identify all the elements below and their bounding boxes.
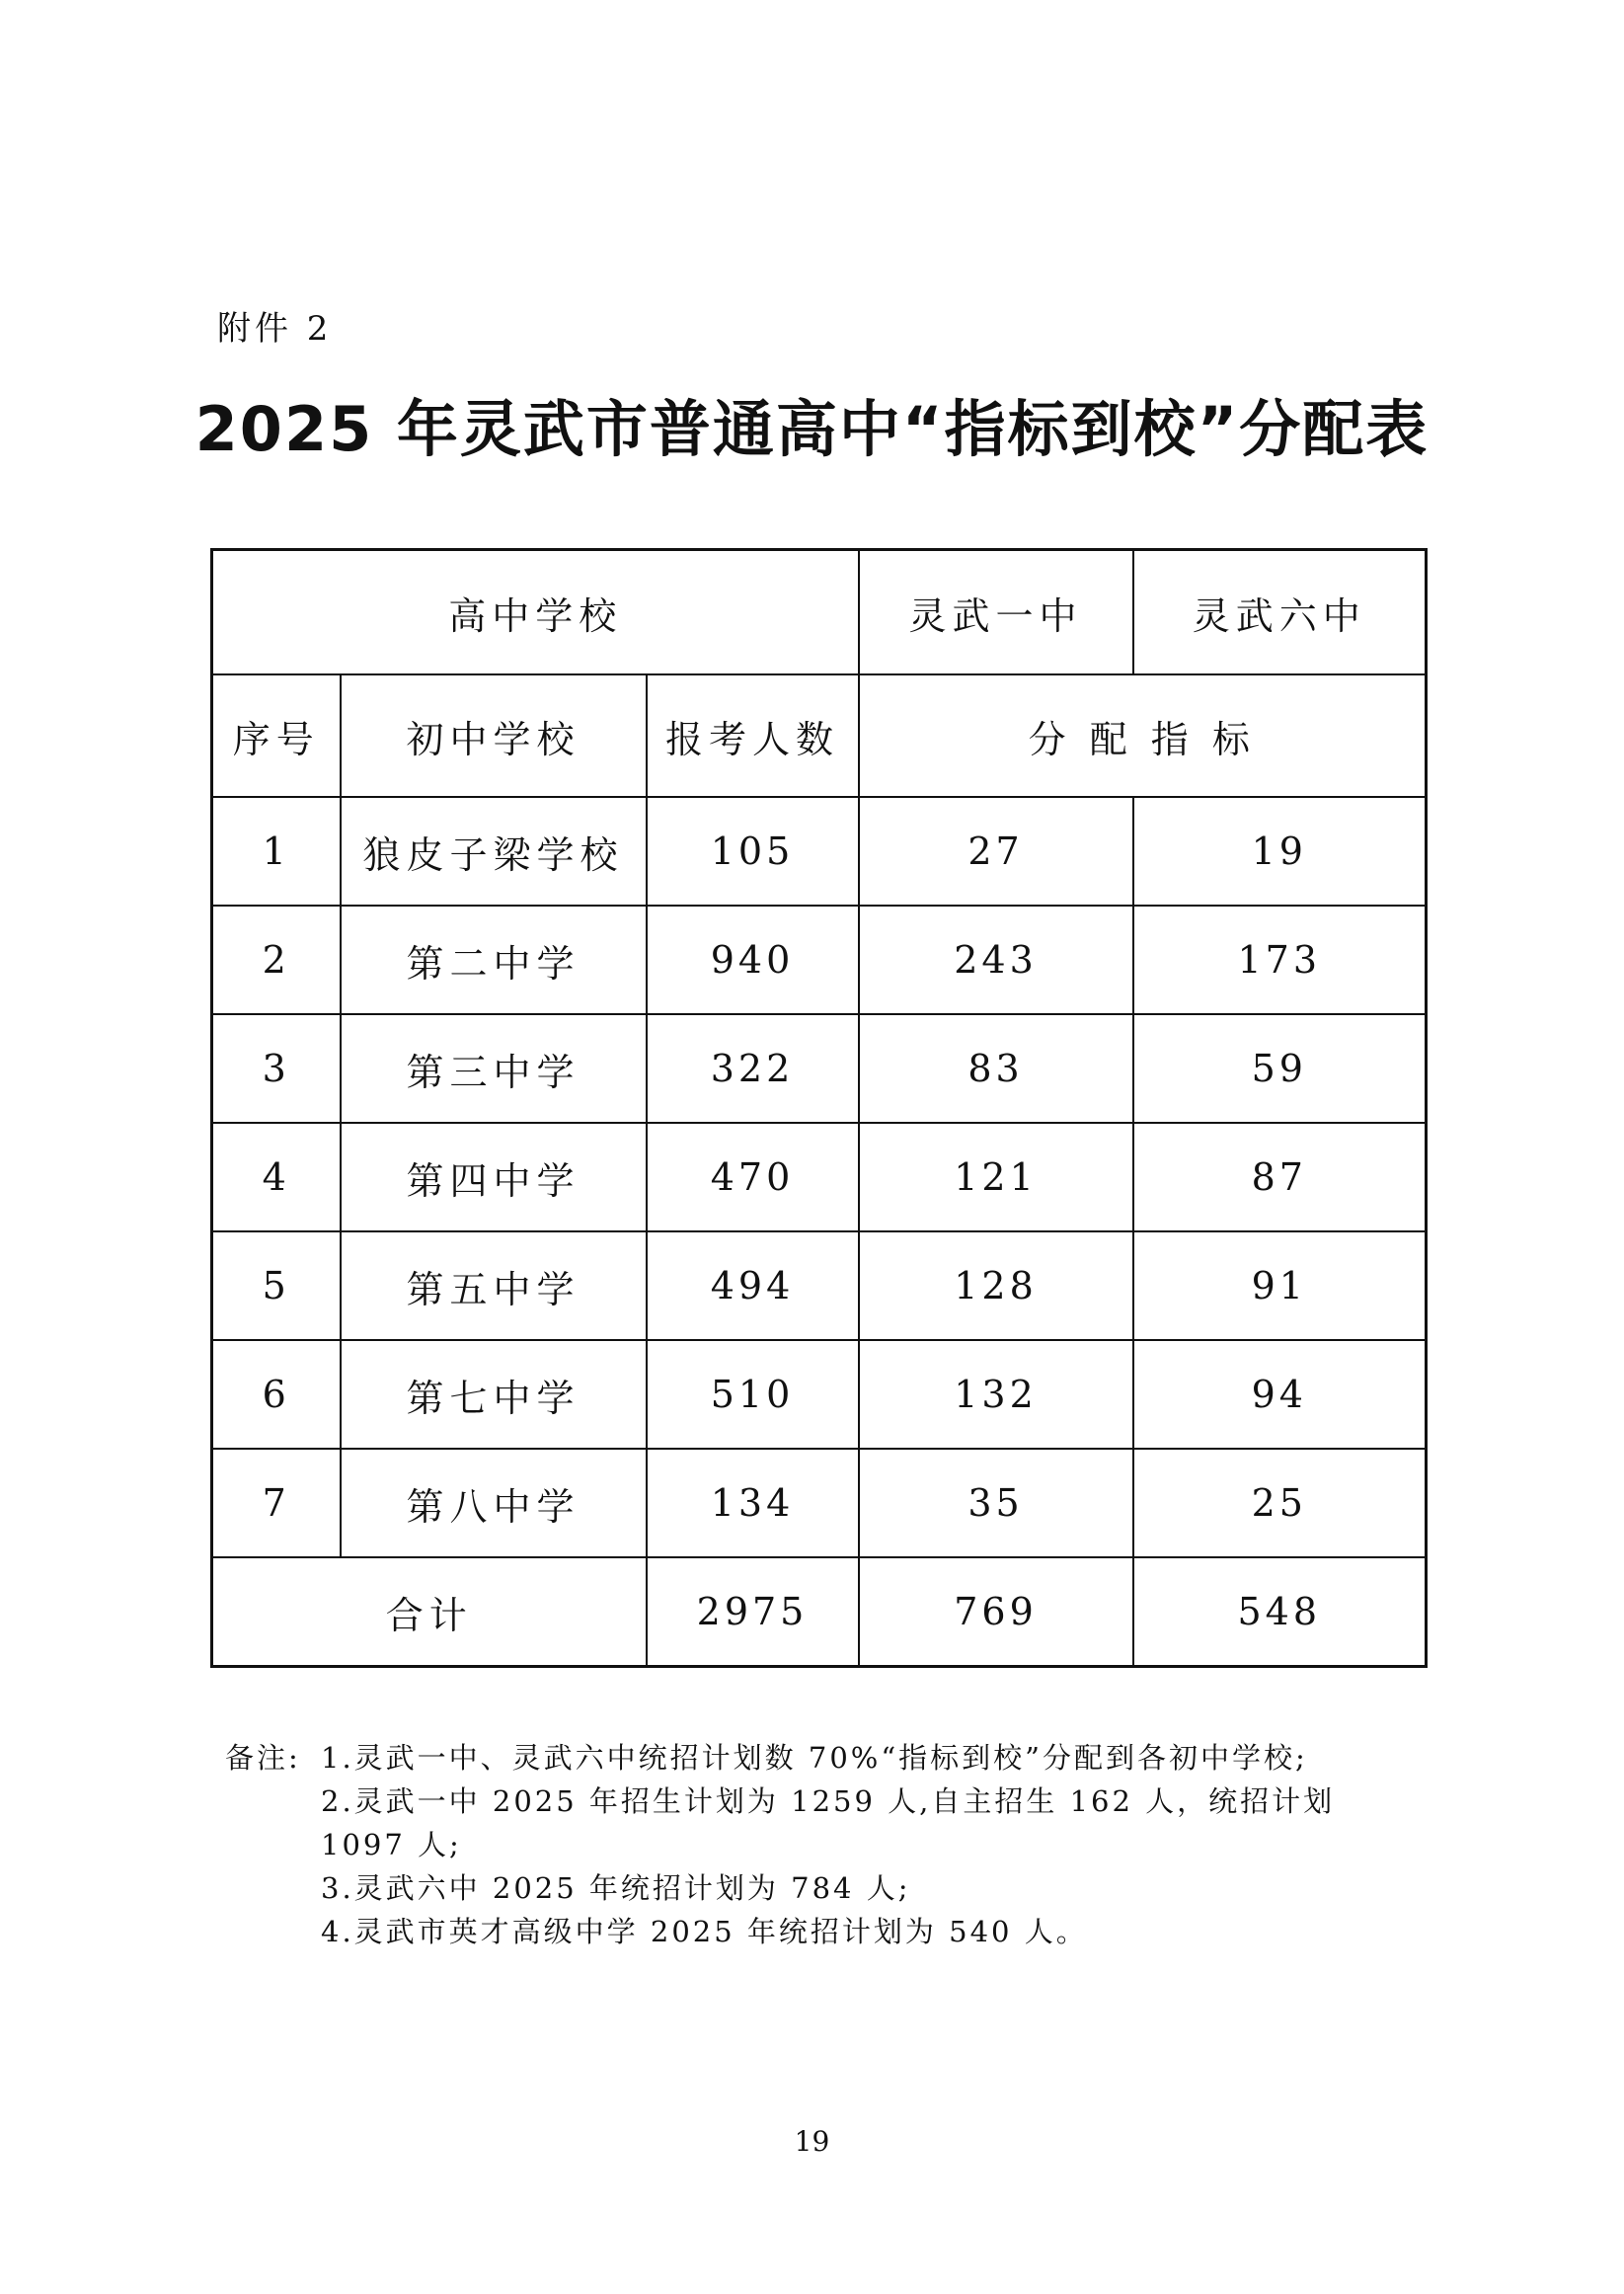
header-school-a: 灵武一中	[859, 550, 1133, 675]
row-allocation-school-b: 59	[1133, 1014, 1427, 1123]
total-label: 合计	[212, 1557, 647, 1667]
row-middle-school: 第八中学	[341, 1449, 647, 1557]
row-allocation-school-a: 243	[859, 906, 1133, 1014]
header-row-high-school	[212, 550, 1427, 675]
header-high-school: 高中学校	[212, 550, 859, 675]
notes-list	[321, 1736, 1410, 1953]
row-middle-school: 第五中学	[341, 1231, 647, 1340]
row-middle-school: 第三中学	[341, 1014, 647, 1123]
row-applicants: 940	[647, 906, 859, 1014]
row-applicants: 322	[647, 1014, 859, 1123]
table-row	[212, 1449, 1427, 1557]
row-allocation-school-a: 83	[859, 1014, 1133, 1123]
attachment-label: 附件 2	[217, 309, 333, 349]
row-applicants: 470	[647, 1123, 859, 1231]
row-index: 3	[212, 1014, 341, 1123]
notes-label: 备注:	[225, 1741, 301, 1775]
row-middle-school: 第二中学	[341, 906, 647, 1014]
header-allocation: 分 配 指 标	[859, 674, 1427, 797]
row-index: 2	[212, 906, 341, 1014]
total-school-b: 548	[1133, 1557, 1427, 1667]
table-row	[212, 797, 1427, 906]
row-index: 1	[212, 797, 341, 906]
row-allocation-school-b: 91	[1133, 1231, 1427, 1340]
total-school-a: 769	[859, 1557, 1133, 1667]
row-middle-school: 第四中学	[341, 1123, 647, 1231]
row-index: 4	[212, 1123, 341, 1231]
row-allocation-school-a: 27	[859, 797, 1133, 906]
table-body	[212, 797, 1427, 1557]
table-row	[212, 1231, 1427, 1340]
notes	[225, 1736, 1410, 1953]
row-middle-school: 狼皮子梁学校	[341, 797, 647, 906]
page-title: 2025 年灵武市普通高中“指标到校”分配表	[194, 393, 1430, 465]
header-middle-school: 初中学校	[341, 674, 647, 797]
table-row	[212, 1123, 1427, 1231]
row-applicants: 510	[647, 1340, 859, 1449]
row-allocation-school-b: 87	[1133, 1123, 1427, 1231]
row-allocation-school-b: 19	[1133, 797, 1427, 906]
row-index: 6	[212, 1340, 341, 1449]
note-item-3: 3.灵武六中 2025 年统招计划为 784 人;	[321, 1871, 911, 1905]
table-row	[212, 1014, 1427, 1123]
page-number: 19	[794, 2125, 830, 2158]
row-allocation-school-a: 121	[859, 1123, 1133, 1231]
header-applicants: 报考人数	[647, 674, 859, 797]
table-row	[212, 1340, 1427, 1449]
note-item-2: 2.灵武一中 2025 年招生计划为 1259 人,自主招生 162 人，统招计划 1097 人;	[321, 1784, 1336, 1861]
total-row	[212, 1557, 1427, 1667]
row-allocation-school-b: 173	[1133, 906, 1427, 1014]
row-allocation-school-a: 128	[859, 1231, 1133, 1340]
row-index: 7	[212, 1449, 341, 1557]
row-applicants: 494	[647, 1231, 859, 1340]
row-allocation-school-b: 94	[1133, 1340, 1427, 1449]
note-item-1: 1.灵武一中、灵武六中统招计划数 70%“指标到校”分配到各初中学校;	[321, 1741, 1308, 1775]
row-applicants: 105	[647, 797, 859, 906]
row-middle-school: 第七中学	[341, 1340, 647, 1449]
header-index: 序号	[212, 674, 341, 797]
note-item-4: 4.灵武市英才高级中学 2025 年统招计划为 540 人。	[321, 1915, 1088, 1948]
total-applicants: 2975	[647, 1557, 859, 1667]
row-allocation-school-b: 25	[1133, 1449, 1427, 1557]
row-allocation-school-a: 35	[859, 1449, 1133, 1557]
row-index: 5	[212, 1231, 341, 1340]
allocation-table	[210, 548, 1428, 1668]
row-allocation-school-a: 132	[859, 1340, 1133, 1449]
header-row-columns	[212, 674, 1427, 797]
header-school-b: 灵武六中	[1133, 550, 1427, 675]
table-row	[212, 906, 1427, 1014]
row-applicants: 134	[647, 1449, 859, 1557]
